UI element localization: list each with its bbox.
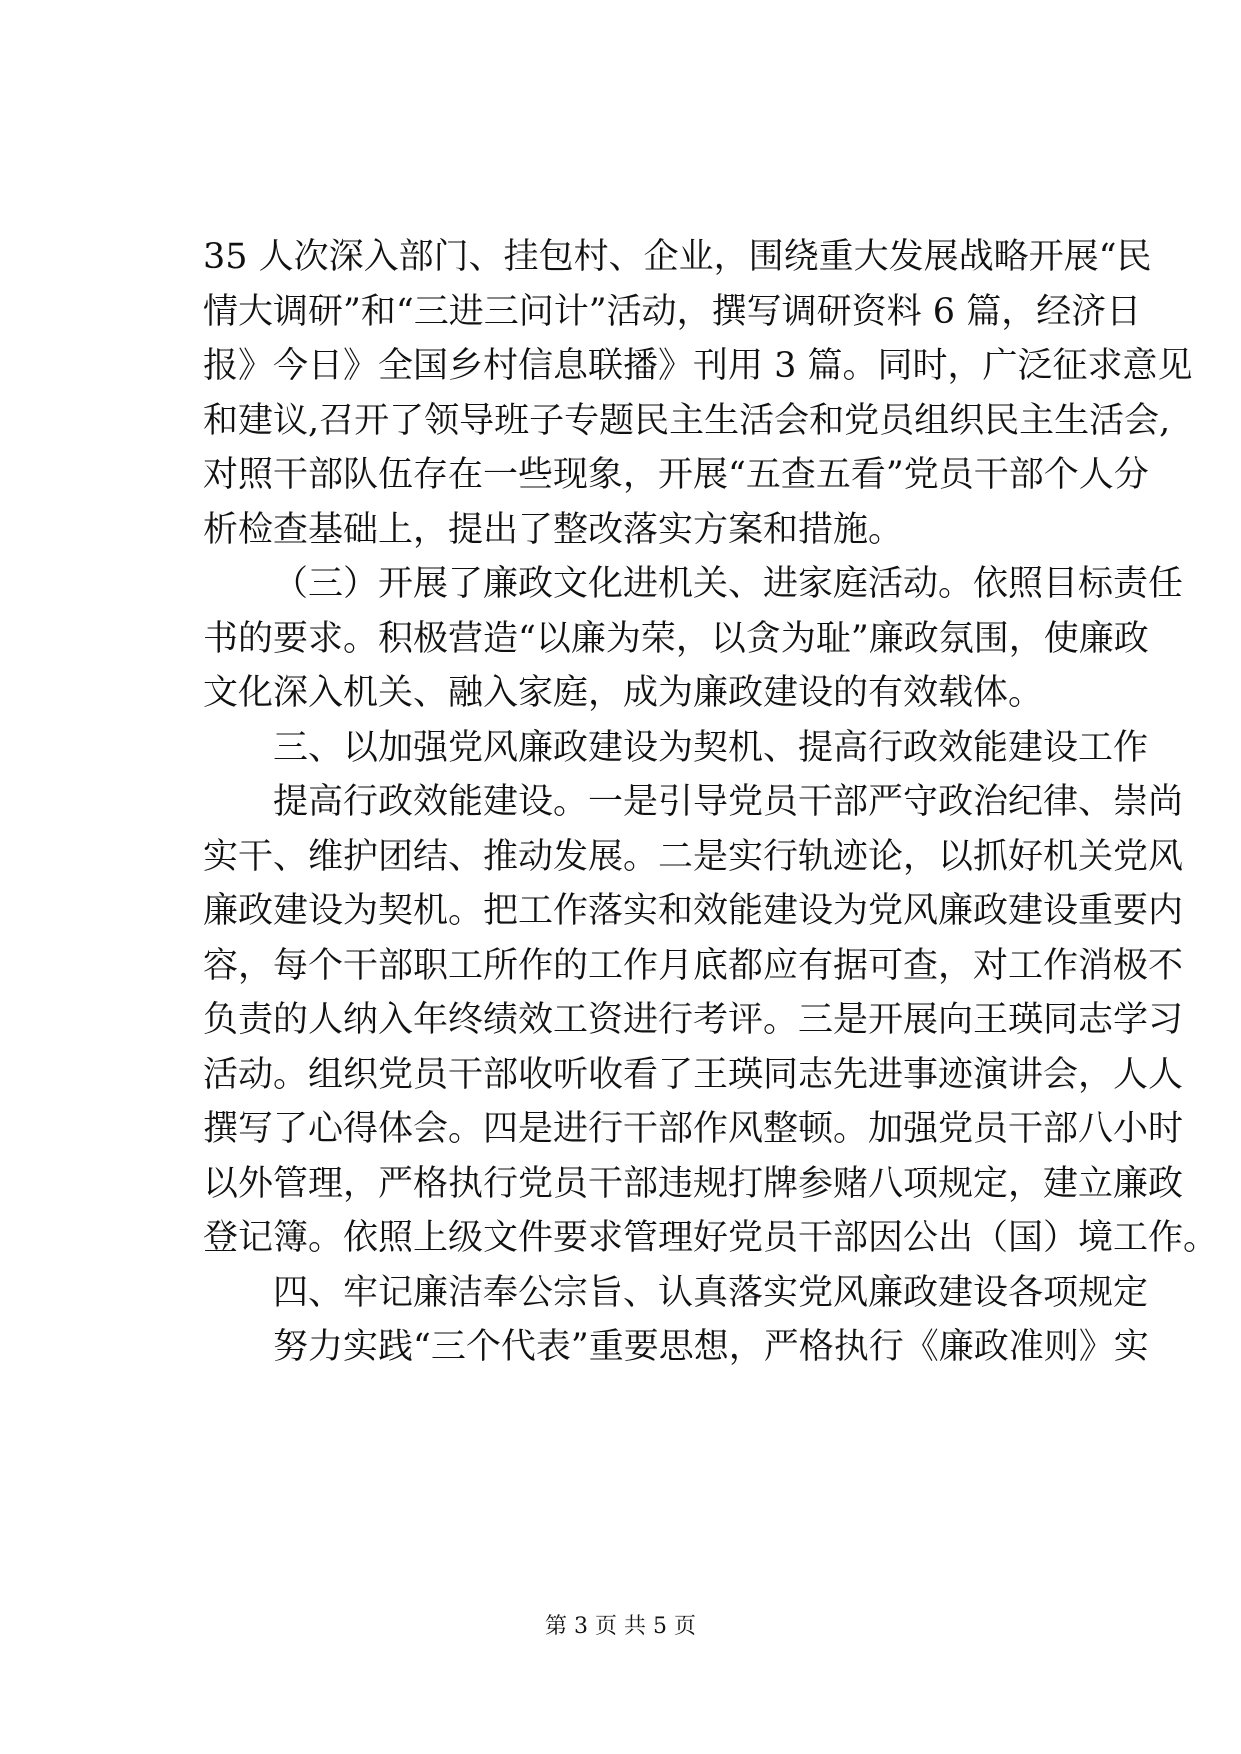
- body-text: [203, 230, 1219, 1375]
- paragraph-line: 和建议,召开了领导班子专题民主生活会和党员组织民主生活会,: [203, 400, 1171, 441]
- paragraph-line: 容，每个干部职工所作的工作月底都应有据可查，对工作消极不: [203, 945, 1184, 986]
- paragraph-line: （三）开展了廉政文化进机关、进家庭活动。依照目标责任: [273, 564, 1184, 604]
- paragraph-line: 活动。组织党员干部收听收看了王瑛同志先进事迹演讲会，人人: [203, 1054, 1184, 1095]
- paragraph-line: 文化深入机关、融入家庭，成为廉政建设的有效载体。: [203, 673, 1044, 713]
- paragraph-line: 努力实践“三个代表”重要思想，严格执行《廉政准则》实: [273, 1327, 1149, 1367]
- section-heading: 四、牢记廉洁奉公宗旨、认真落实党风廉政建设各项规定: [273, 1272, 1149, 1313]
- paragraph-line: 书的要求。积极营造“以廉为荣，以贪为耻”廉政氛围，使廉政: [203, 618, 1149, 659]
- paragraph-line: 负责的人纳入年终绩效工资进行考评。三是开展向王瑛同志学习: [203, 1000, 1184, 1040]
- page-number-footer: 第 3 页 共 5 页: [545, 1614, 696, 1639]
- paragraph-line: 情大调研”和“三进三问计”活动，撰写调研资料 6 篇，经济日: [203, 291, 1142, 332]
- section-heading: 三、以加强党风廉政建设为契机、提高行政效能建设工作: [273, 727, 1149, 768]
- paragraph-line: 报》今日》全国乡村信息联播》刊用 3 篇。同时，广泛征求意见: [203, 346, 1193, 386]
- paragraph-line: 实干、维护团结、推动发展。二是实行轨迹论，以抓好机关党风: [203, 836, 1184, 877]
- paragraph-line: 撰写了心得体会。四是进行干部作风整顿。加强党员干部八小时: [203, 1109, 1184, 1149]
- paragraph-line: 以外管理，严格执行党员干部违规打牌参赌八项规定，建立廉政: [203, 1163, 1184, 1204]
- paragraph-line: 登记簿。依照上级文件要求管理好党员干部因公出（国）境工作。: [203, 1218, 1219, 1258]
- paragraph-line: 提高行政效能建设。一是引导党员干部严守政治纪律、崇尚: [273, 782, 1184, 822]
- paragraph-line: 对照干部队伍存在一些现象，开展“五查五看”党员干部个人分: [203, 455, 1149, 495]
- paragraph-line: 35 人次深入部门、挂包村、企业，围绕重大发展战略开展“民: [203, 237, 1152, 277]
- paragraph-line: 析检查基础上，提出了整改落实方案和措施。: [203, 509, 904, 550]
- paragraph-line: 廉政建设为契机。把工作落实和效能建设为党风廉政建设重要内: [203, 891, 1184, 931]
